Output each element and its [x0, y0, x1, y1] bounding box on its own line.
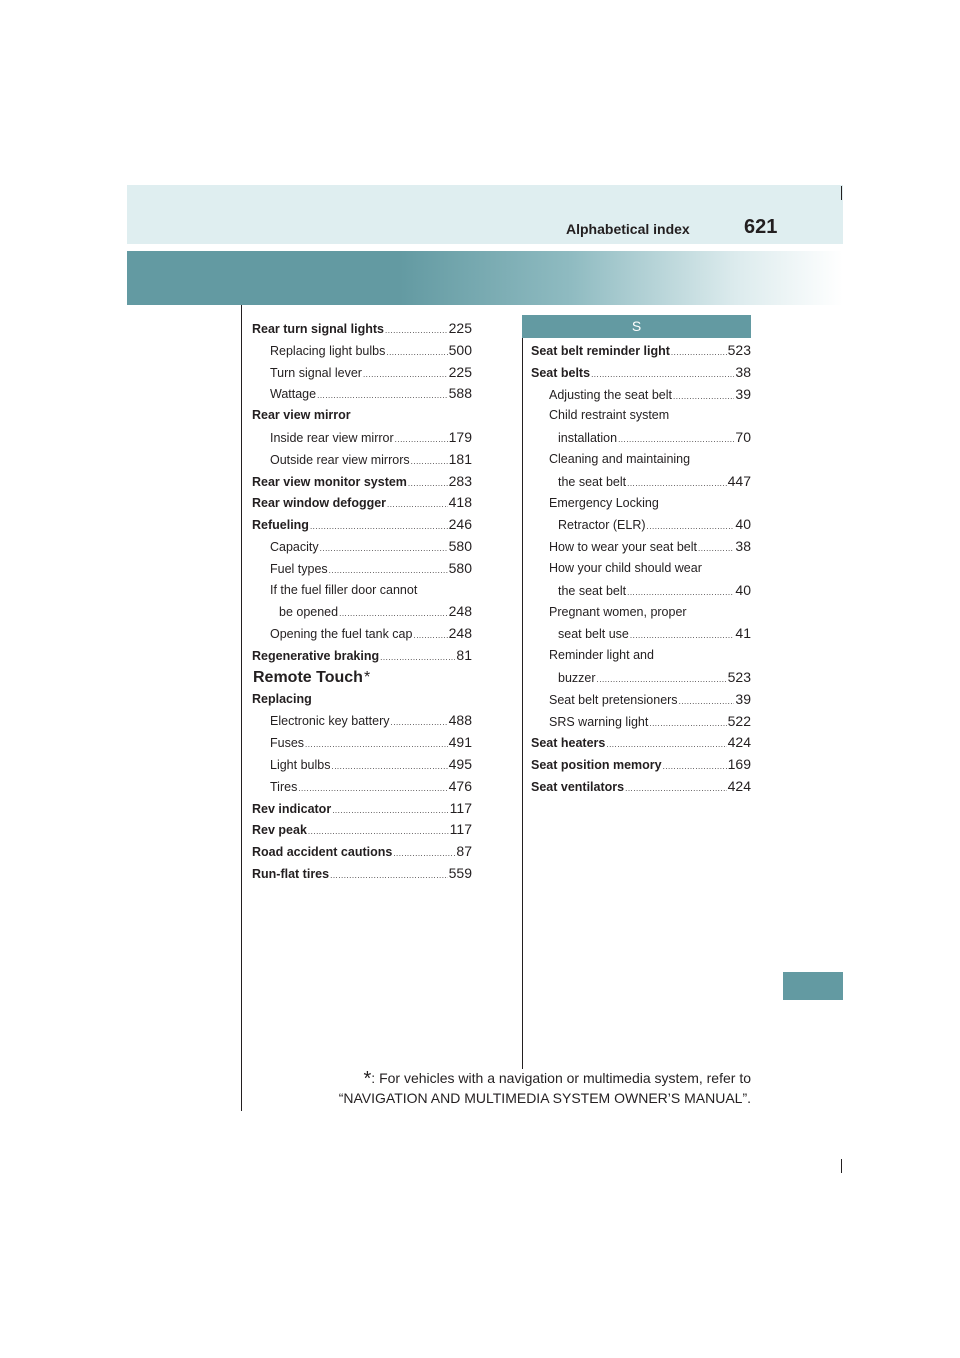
index-entry-page: 580 — [448, 559, 472, 576]
index-entry-page: 495 — [448, 755, 472, 772]
index-entry-label: Refueling — [252, 518, 309, 533]
index-entry-page: 418 — [448, 494, 472, 511]
leader-dots — [630, 625, 735, 645]
index-entry-label: Outside rear view mirrors — [270, 452, 410, 467]
index-entry — [531, 754, 751, 776]
left-margin-rule — [241, 305, 242, 1111]
index-entry — [252, 383, 472, 405]
index-entry — [252, 318, 472, 340]
index-entry-page: 181 — [448, 450, 472, 467]
index-entry-label: Tires — [270, 779, 298, 794]
index-entry-page: 40 — [735, 516, 751, 533]
index-entry — [252, 841, 472, 863]
index-entry-label: the seat belt — [558, 474, 627, 489]
index-entry-page: 38 — [735, 363, 751, 380]
index-entry-page: 476 — [448, 777, 472, 794]
index-entry-label: Reminder light and — [549, 648, 654, 663]
index-entry-page: 248 — [448, 625, 472, 642]
footnote-marker: * — [363, 1068, 372, 1090]
index-entry — [531, 711, 751, 733]
page-number: 621 — [744, 216, 778, 238]
index-entry-label: Run-flat tires — [252, 866, 330, 881]
index-entry — [531, 514, 751, 536]
index-entry-label: Seat position memory — [531, 758, 662, 773]
leader-dots — [393, 843, 455, 863]
index-entry — [531, 602, 751, 624]
index-entry — [531, 427, 751, 449]
index-entry — [252, 471, 472, 493]
index-entry-label: Road accident cautions — [252, 845, 393, 860]
leader-dots — [625, 778, 727, 798]
leader-dots — [387, 494, 448, 514]
leader-dots — [310, 516, 448, 536]
index-entry-label: Replacing light bulbs — [270, 343, 386, 358]
index-entry-page: 523 — [727, 342, 751, 358]
leader-dots — [363, 364, 448, 384]
index-entry-label: Adjusting the seat belt — [549, 387, 672, 402]
index-entry-label: Retractor (ELR) — [558, 518, 646, 533]
index-entry-page: 522 — [727, 712, 751, 729]
index-entry-label: Capacity — [270, 539, 319, 554]
leader-dots — [332, 800, 448, 820]
index-entry-label: Cleaning and maintaining — [549, 451, 691, 466]
index-entry — [252, 798, 472, 820]
index-entry-page: 283 — [448, 472, 472, 489]
index-entry-page: 39 — [735, 385, 751, 402]
index-entry-page: 424 — [727, 734, 751, 751]
index-entry-page: 87 — [456, 843, 472, 860]
index-entry-page: 169 — [727, 756, 751, 773]
index-entry — [531, 384, 751, 406]
thumb-index-tab — [783, 972, 843, 1000]
index-entry-page: 523 — [727, 668, 751, 685]
index-entry — [252, 776, 472, 798]
index-entry — [252, 514, 472, 536]
index-entry — [531, 732, 751, 754]
header-gradient-bar — [127, 251, 843, 305]
index-entry-label: Seat ventilators — [531, 779, 625, 794]
index-entry-label: Rev indicator — [252, 801, 332, 816]
index-entry — [252, 536, 472, 558]
leader-dots — [649, 713, 726, 733]
footnote-line-1 — [339, 1069, 751, 1089]
leader-dots — [305, 734, 448, 754]
index-entry-label: How to wear your seat belt — [549, 540, 697, 555]
index-entry-page: 117 — [449, 821, 472, 838]
index-entry — [252, 558, 472, 580]
leader-dots — [391, 712, 448, 732]
index-entry — [531, 449, 751, 471]
leader-dots — [618, 429, 734, 449]
index-entry-label: Seat belt pretensioners — [549, 692, 678, 707]
index-entry — [252, 819, 472, 841]
leader-dots — [647, 516, 735, 536]
index-entry — [252, 710, 472, 732]
footnote-reference-marker: * — [363, 668, 371, 686]
leader-dots — [413, 625, 447, 645]
index-entry-page: 424 — [727, 777, 751, 794]
index-entry-page: 41 — [735, 625, 751, 642]
index-entry-label: be opened — [279, 605, 339, 620]
index-entry — [531, 536, 751, 558]
index-entry-label: Electronic key battery — [270, 714, 390, 729]
index-entry — [252, 340, 472, 362]
index-column-left — [252, 318, 472, 885]
leader-dots — [380, 647, 455, 667]
index-entry — [531, 776, 751, 798]
leader-dots — [395, 429, 448, 449]
index-entry-label: seat belt use — [558, 627, 629, 642]
page-title: Alphabetical index — [566, 221, 690, 237]
leader-dots — [698, 538, 734, 558]
index-entry-page: 70 — [735, 429, 751, 446]
index-entry — [531, 667, 751, 689]
index-entry — [252, 863, 472, 885]
index-entry-page: 246 — [448, 516, 472, 533]
index-entry — [252, 623, 472, 645]
index-entry-label: Child restraint system — [549, 408, 670, 423]
leader-dots — [320, 538, 448, 558]
index-entry-page: 491 — [448, 734, 472, 751]
index-entry — [531, 340, 751, 362]
leader-dots — [411, 451, 448, 471]
index-entry — [531, 471, 751, 493]
index-entry-label: Replacing — [252, 691, 312, 706]
index-entry — [531, 493, 751, 515]
index-entry — [252, 492, 472, 514]
index-entry — [252, 601, 472, 623]
index-entry — [531, 623, 751, 645]
index-entry-label: the seat belt — [558, 583, 627, 598]
footnote-line-2: “NAVIGATION AND MULTIMEDIA SYSTEM OWNER’S MANUAL”. — [338, 1090, 751, 1106]
index-entry — [252, 732, 472, 754]
index-entry — [252, 580, 472, 602]
crop-mark-top-right — [841, 186, 842, 200]
index-entry-label: buzzer — [558, 670, 596, 685]
index-entry-page: 588 — [448, 385, 472, 402]
leader-dots — [308, 821, 449, 841]
index-entry-page: 248 — [448, 603, 472, 620]
index-entry — [252, 689, 472, 711]
leader-dots — [671, 342, 727, 362]
index-entry-page: 40 — [735, 581, 751, 598]
index-entry-page: 225 — [448, 320, 472, 336]
index-entry-page: 225 — [448, 363, 472, 380]
index-entry-label: SRS warning light — [549, 714, 649, 729]
index-entry — [531, 558, 751, 580]
index-entry — [253, 667, 472, 689]
leader-dots — [679, 691, 735, 711]
index-entry-page: 38 — [735, 538, 751, 555]
index-entry — [531, 645, 751, 667]
crop-mark-bottom-right — [841, 1159, 842, 1173]
header-band — [127, 185, 843, 244]
index-entry-label: Wattage — [270, 387, 317, 402]
leader-dots — [317, 385, 448, 405]
leader-dots — [663, 756, 727, 776]
index-entry — [252, 405, 472, 427]
leader-dots — [627, 582, 734, 602]
index-entry-label: Rear window defogger — [252, 496, 387, 511]
index-entry — [252, 362, 472, 384]
index-entry-page: 580 — [448, 537, 472, 554]
index-entry-page: 179 — [448, 428, 472, 445]
column-divider — [522, 315, 523, 1069]
index-entry-label: Fuses — [270, 736, 305, 751]
leader-dots — [330, 865, 448, 885]
index-entry-label: Rev peak — [252, 823, 307, 838]
index-entry-label: Seat belts — [531, 365, 591, 380]
index-entry-label: Pregnant women, proper — [549, 604, 687, 619]
index-entry — [252, 449, 472, 471]
leader-dots — [627, 473, 727, 493]
index-entry-page: 447 — [727, 472, 751, 489]
footnote — [339, 1069, 751, 1108]
index-entry-label: How your child should wear — [549, 560, 702, 575]
leader-dots — [331, 756, 447, 776]
leader-dots — [606, 734, 726, 754]
leader-dots — [386, 342, 447, 362]
index-entry-label: Rear view monitor system — [252, 474, 407, 489]
index-entry-label: Regenerative braking — [252, 648, 380, 663]
leader-dots — [329, 560, 448, 580]
index-entry — [531, 405, 751, 427]
index-entry-page: 117 — [449, 799, 472, 816]
index-entry-label: Opening the fuel tank cap — [270, 627, 413, 642]
index-entry-label: Light bulbs — [270, 757, 331, 772]
index-entry — [252, 645, 472, 667]
leader-dots — [408, 473, 448, 493]
index-entry — [252, 754, 472, 776]
leader-dots — [597, 669, 727, 689]
index-entry-label: Turn signal lever — [270, 365, 362, 380]
index-entry-label: Remote Touch — [253, 668, 363, 686]
index-entry-label: Emergency Locking — [549, 495, 659, 510]
index-entry-label: If the fuel filler door cannot — [270, 582, 418, 597]
index-entry-label: Rear turn signal lights — [252, 322, 384, 336]
index-entry-page: 39 — [735, 690, 751, 707]
index-entry — [531, 362, 751, 384]
leader-dots — [591, 364, 734, 384]
index-entry-label: Fuel types — [270, 561, 328, 576]
index-entry — [531, 580, 751, 602]
index-entry-label: Seat belt reminder light — [531, 344, 670, 358]
index-column-right — [531, 340, 751, 798]
index-entry-page: 500 — [448, 341, 472, 358]
index-entry — [252, 427, 472, 449]
index-entry-page: 488 — [448, 712, 472, 729]
index-entry — [531, 689, 751, 711]
footnote-text-1: : For vehicles with a navigation or multimedia system, refer to — [371, 1070, 751, 1086]
index-entry-label: Rear view mirror — [252, 408, 351, 423]
leader-dots — [298, 778, 447, 798]
index-entry-page: 559 — [448, 864, 472, 881]
index-entry-label: installation — [558, 431, 618, 446]
leader-dots — [339, 603, 448, 623]
index-entry-page: 81 — [456, 646, 472, 663]
section-letter-heading: S — [522, 315, 751, 338]
index-entry-label: Seat heaters — [531, 736, 606, 751]
leader-dots — [673, 386, 734, 406]
leader-dots — [385, 320, 448, 340]
index-entry-label: Inside rear view mirror — [270, 430, 394, 445]
